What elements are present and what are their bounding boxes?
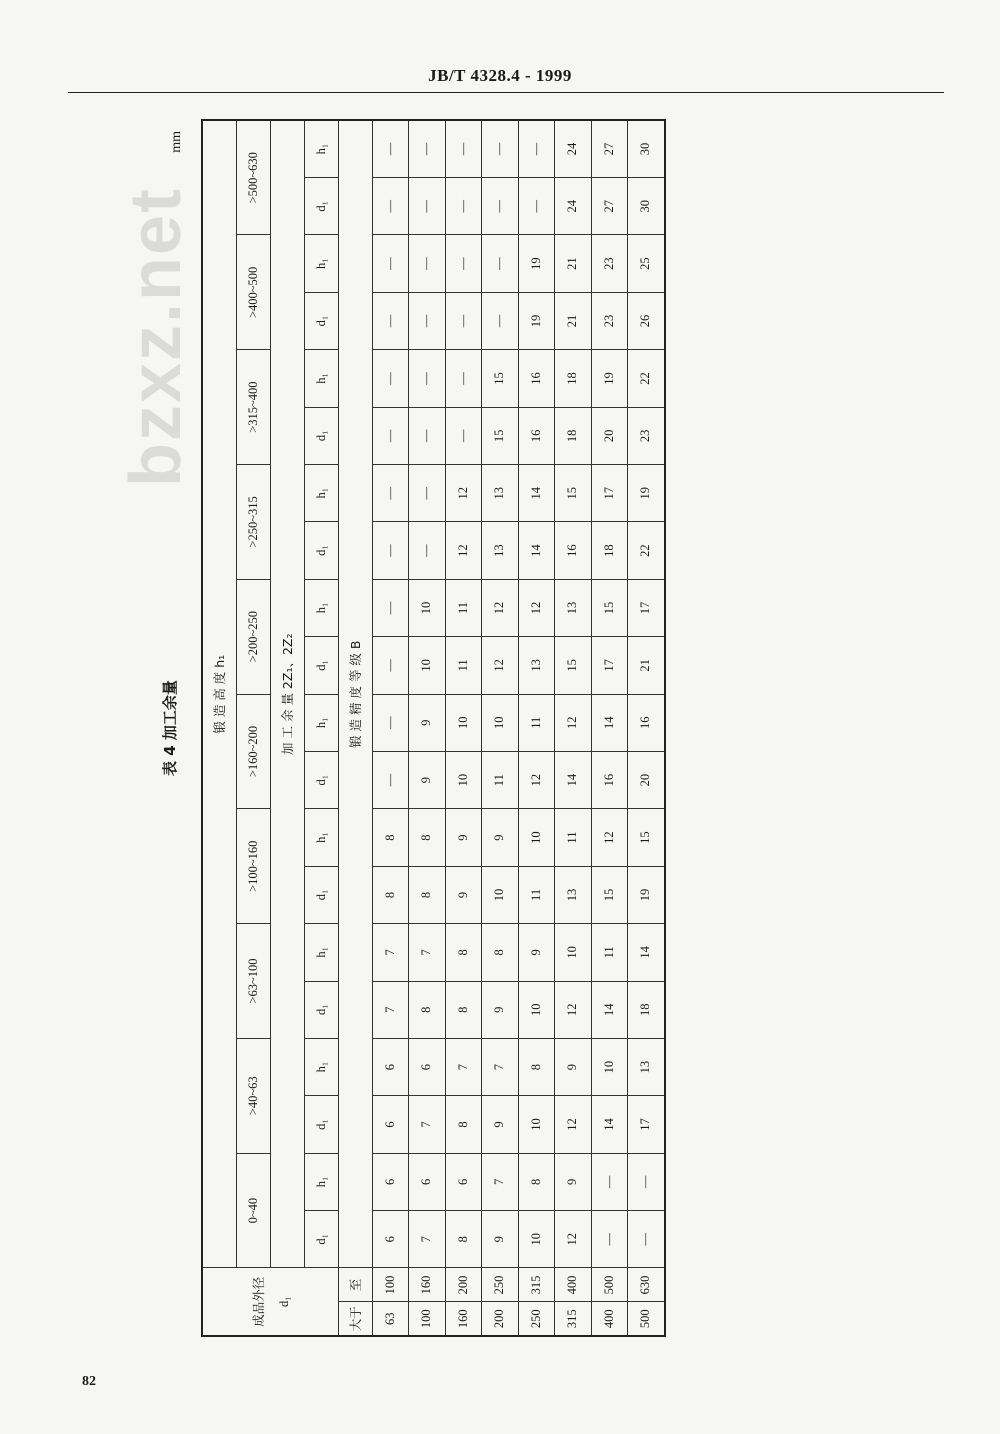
- value-cell: 16: [518, 350, 555, 407]
- row-to-cell: 160: [409, 1268, 446, 1302]
- value-cell: 6: [372, 1038, 409, 1095]
- allowance-header: 加 工 余 量 2Z₁、2Z₂: [270, 120, 304, 1268]
- value-cell: —: [409, 120, 446, 178]
- value-cell: —: [372, 178, 409, 235]
- row-to-cell: 250: [482, 1268, 519, 1302]
- value-cell: 17: [628, 1096, 665, 1153]
- row-to-cell: 200: [445, 1268, 482, 1302]
- value-cell: 14: [628, 924, 665, 981]
- col-d-label: d₁: [304, 292, 338, 349]
- value-cell: 23: [628, 407, 665, 464]
- value-cell: 10: [409, 579, 446, 636]
- value-cell: 7: [445, 1038, 482, 1095]
- table-body: [372, 120, 665, 1336]
- header-rule: [68, 92, 944, 93]
- value-cell: 15: [482, 407, 519, 464]
- from-label: 大于: [338, 1302, 372, 1336]
- value-cell: 16: [628, 694, 665, 751]
- value-cell: 9: [409, 751, 446, 808]
- value-cell: 10: [518, 809, 555, 866]
- value-cell: —: [482, 178, 519, 235]
- col-d-label: d₁: [304, 522, 338, 579]
- value-cell: 7: [409, 924, 446, 981]
- row-header-symbol: d₁: [276, 1296, 291, 1308]
- value-cell: 19: [628, 866, 665, 923]
- height-range-header: >200~250: [236, 579, 270, 694]
- value-cell: 8: [372, 809, 409, 866]
- value-cell: 6: [445, 1153, 482, 1210]
- col-h-label: h₁: [304, 120, 338, 178]
- table-row: [445, 120, 482, 1336]
- value-cell: —: [518, 120, 555, 178]
- value-cell: 21: [555, 292, 592, 349]
- col-h-label: h₁: [304, 1153, 338, 1210]
- value-cell: 9: [482, 809, 519, 866]
- value-cell: 7: [372, 981, 409, 1038]
- col-h-label: h₁: [304, 809, 338, 866]
- value-cell: 8: [409, 866, 446, 923]
- value-cell: 15: [555, 465, 592, 522]
- row-from-cell: 100: [409, 1302, 446, 1336]
- value-cell: 27: [591, 120, 628, 178]
- value-cell: —: [372, 751, 409, 808]
- value-cell: 12: [518, 751, 555, 808]
- col-h-label: h₁: [304, 694, 338, 751]
- value-cell: 20: [628, 751, 665, 808]
- row-to-cell: 630: [628, 1268, 665, 1302]
- value-cell: —: [372, 465, 409, 522]
- value-cell: 11: [518, 694, 555, 751]
- row-header-label: 成品外径: [250, 1276, 266, 1327]
- value-cell: 10: [518, 981, 555, 1038]
- value-cell: 9: [445, 809, 482, 866]
- table-row: [482, 120, 519, 1336]
- value-cell: —: [409, 178, 446, 235]
- value-cell: 12: [555, 1211, 592, 1268]
- value-cell: —: [372, 235, 409, 292]
- height-range-header: >250~315: [236, 465, 270, 580]
- col-d-label: d₁: [304, 751, 338, 808]
- table-row: [555, 120, 592, 1336]
- value-cell: 14: [518, 465, 555, 522]
- value-cell: 8: [518, 1038, 555, 1095]
- value-cell: 13: [482, 522, 519, 579]
- height-range-header: 0~40: [236, 1153, 270, 1268]
- value-cell: 22: [628, 350, 665, 407]
- value-cell: 15: [628, 809, 665, 866]
- unit-label: mm: [169, 131, 184, 153]
- value-cell: —: [409, 235, 446, 292]
- col-h-label: h₁: [304, 465, 338, 522]
- value-cell: —: [482, 120, 519, 178]
- value-cell: 12: [445, 522, 482, 579]
- row-from-cell: 315: [555, 1302, 592, 1336]
- value-cell: —: [445, 292, 482, 349]
- value-cell: 13: [555, 866, 592, 923]
- value-cell: —: [445, 120, 482, 178]
- dh-label-row: [304, 120, 338, 1336]
- value-cell: 11: [445, 637, 482, 694]
- value-cell: 8: [445, 1096, 482, 1153]
- height-range-header: >160~200: [236, 694, 270, 809]
- col-d-label: d₁: [304, 178, 338, 235]
- value-cell: —: [372, 120, 409, 178]
- height-range-header: >100~160: [236, 809, 270, 924]
- value-cell: 12: [518, 579, 555, 636]
- value-cell: 14: [591, 981, 628, 1038]
- col-d-label: d₁: [304, 1096, 338, 1153]
- value-cell: —: [628, 1153, 665, 1210]
- value-cell: 6: [372, 1211, 409, 1268]
- page-number: 82: [82, 1374, 96, 1389]
- value-cell: 8: [445, 1211, 482, 1268]
- value-cell: 11: [518, 866, 555, 923]
- value-cell: 10: [445, 694, 482, 751]
- row-to-cell: 315: [518, 1268, 555, 1302]
- to-label: 至: [338, 1268, 372, 1302]
- col-h-label: h₁: [304, 579, 338, 636]
- value-cell: 10: [555, 924, 592, 981]
- value-cell: —: [372, 350, 409, 407]
- value-cell: 10: [591, 1038, 628, 1095]
- row-to-cell: 400: [555, 1268, 592, 1302]
- value-cell: —: [409, 522, 446, 579]
- page-header-code: JB/T 4328.4 - 1999: [428, 66, 572, 85]
- value-cell: 9: [482, 981, 519, 1038]
- value-cell: 12: [591, 809, 628, 866]
- row-from-cell: 250: [518, 1302, 555, 1336]
- value-cell: 14: [518, 522, 555, 579]
- value-cell: 19: [518, 235, 555, 292]
- value-cell: —: [445, 235, 482, 292]
- value-cell: 27: [591, 178, 628, 235]
- value-cell: 21: [628, 637, 665, 694]
- watermark: bzxz.net: [116, 187, 196, 488]
- height-range-header: >63~100: [236, 924, 270, 1039]
- value-cell: 23: [591, 292, 628, 349]
- value-cell: 18: [591, 522, 628, 579]
- row-from-cell: 400: [591, 1302, 628, 1336]
- table-row: [372, 120, 409, 1336]
- col-d-label: d₁: [304, 866, 338, 923]
- value-cell: 14: [591, 694, 628, 751]
- value-cell: —: [372, 579, 409, 636]
- col-d-label: d₁: [304, 981, 338, 1038]
- height-range-header: >40~63: [236, 1038, 270, 1153]
- value-cell: —: [372, 637, 409, 694]
- value-cell: 6: [409, 1038, 446, 1095]
- value-cell: —: [445, 178, 482, 235]
- value-cell: 18: [555, 407, 592, 464]
- table-row: [518, 120, 555, 1336]
- value-cell: 16: [591, 751, 628, 808]
- value-cell: 15: [591, 866, 628, 923]
- row-from-cell: 500: [628, 1302, 665, 1336]
- value-cell: —: [372, 407, 409, 464]
- value-cell: —: [372, 694, 409, 751]
- col-d-label: d₁: [304, 407, 338, 464]
- value-cell: 12: [445, 465, 482, 522]
- value-cell: 10: [482, 866, 519, 923]
- value-cell: 6: [372, 1153, 409, 1210]
- value-cell: 30: [628, 120, 665, 178]
- value-cell: —: [482, 292, 519, 349]
- value-cell: —: [518, 178, 555, 235]
- table-title: 表 4 加工余量: [161, 680, 179, 776]
- value-cell: 17: [591, 637, 628, 694]
- grade-row: [338, 120, 372, 1336]
- value-cell: 12: [482, 637, 519, 694]
- value-cell: —: [591, 1153, 628, 1210]
- col-d-label: d₁: [304, 637, 338, 694]
- value-cell: 22: [628, 522, 665, 579]
- value-cell: 13: [518, 637, 555, 694]
- rotated-table-block: [116, 119, 657, 1337]
- value-cell: 9: [555, 1153, 592, 1210]
- value-cell: 9: [518, 924, 555, 981]
- value-cell: 14: [591, 1096, 628, 1153]
- value-cell: 16: [555, 522, 592, 579]
- value-cell: —: [409, 350, 446, 407]
- row-from-cell: 200: [482, 1302, 519, 1336]
- value-cell: 10: [409, 637, 446, 694]
- value-cell: —: [628, 1211, 665, 1268]
- value-cell: —: [591, 1211, 628, 1268]
- table-row: [591, 120, 628, 1336]
- value-cell: 7: [372, 924, 409, 981]
- value-cell: 12: [482, 579, 519, 636]
- value-cell: 12: [555, 694, 592, 751]
- value-cell: 13: [555, 579, 592, 636]
- row-header-cell: [202, 1268, 338, 1336]
- value-cell: 18: [555, 350, 592, 407]
- value-cell: 7: [409, 1211, 446, 1268]
- value-cell: 21: [555, 235, 592, 292]
- value-cell: —: [409, 465, 446, 522]
- table-row: [409, 120, 446, 1336]
- value-cell: —: [445, 350, 482, 407]
- value-cell: 7: [482, 1153, 519, 1210]
- value-cell: 10: [445, 751, 482, 808]
- row-to-cell: 500: [591, 1268, 628, 1302]
- value-cell: —: [409, 407, 446, 464]
- value-cell: 8: [482, 924, 519, 981]
- value-cell: 13: [482, 465, 519, 522]
- value-cell: 8: [445, 981, 482, 1038]
- value-cell: 19: [591, 350, 628, 407]
- allowance-row: [270, 120, 304, 1336]
- value-cell: 17: [628, 579, 665, 636]
- grade-header: 锻 造 精 度 等 级 B: [338, 120, 372, 1268]
- value-cell: 11: [445, 579, 482, 636]
- value-cell: 23: [591, 235, 628, 292]
- value-cell: 26: [628, 292, 665, 349]
- value-cell: 8: [518, 1153, 555, 1210]
- value-cell: 30: [628, 178, 665, 235]
- row-from-cell: 160: [445, 1302, 482, 1336]
- value-cell: 24: [555, 178, 592, 235]
- value-cell: 19: [518, 292, 555, 349]
- col-h-label: h₁: [304, 350, 338, 407]
- allowance-table: [201, 119, 666, 1337]
- value-cell: 18: [628, 981, 665, 1038]
- value-cell: 8: [372, 866, 409, 923]
- value-cell: 10: [518, 1211, 555, 1268]
- row-to-cell: 100: [372, 1268, 409, 1302]
- height-range-header: >500~630: [236, 120, 270, 235]
- value-cell: —: [372, 522, 409, 579]
- value-cell: 6: [409, 1153, 446, 1210]
- value-cell: —: [409, 292, 446, 349]
- row-from-cell: 63: [372, 1302, 409, 1336]
- value-cell: 6: [372, 1096, 409, 1153]
- value-cell: 24: [555, 120, 592, 178]
- value-cell: 8: [409, 981, 446, 1038]
- value-cell: 15: [482, 350, 519, 407]
- value-cell: 7: [409, 1096, 446, 1153]
- value-cell: 14: [555, 751, 592, 808]
- value-cell: 9: [482, 1211, 519, 1268]
- value-cell: 11: [555, 809, 592, 866]
- value-cell: 10: [482, 694, 519, 751]
- value-cell: 15: [555, 637, 592, 694]
- value-cell: 25: [628, 235, 665, 292]
- value-cell: —: [445, 407, 482, 464]
- table-row: [628, 120, 665, 1336]
- value-cell: 17: [591, 465, 628, 522]
- value-cell: 15: [591, 579, 628, 636]
- height-range-row: [236, 120, 270, 1336]
- value-cell: 12: [555, 1096, 592, 1153]
- col-h-label: h₁: [304, 924, 338, 981]
- value-cell: 13: [628, 1038, 665, 1095]
- forging-height-header: 锻 造 高 度 h₁: [202, 120, 236, 1268]
- value-cell: 9: [445, 866, 482, 923]
- col-h-label: h₁: [304, 1038, 338, 1095]
- value-cell: 11: [482, 751, 519, 808]
- height-range-header: >400~500: [236, 235, 270, 350]
- value-cell: 9: [482, 1096, 519, 1153]
- value-cell: 10: [518, 1096, 555, 1153]
- col-h-label: h₁: [304, 235, 338, 292]
- value-cell: —: [372, 292, 409, 349]
- value-cell: 9: [409, 694, 446, 751]
- value-cell: 19: [628, 465, 665, 522]
- height-range-header: >315~400: [236, 350, 270, 465]
- value-cell: —: [482, 235, 519, 292]
- value-cell: 20: [591, 407, 628, 464]
- value-cell: 9: [555, 1038, 592, 1095]
- col-d-label: d₁: [304, 1211, 338, 1268]
- value-cell: 11: [591, 924, 628, 981]
- value-cell: 16: [518, 407, 555, 464]
- value-cell: 7: [482, 1038, 519, 1095]
- value-cell: 8: [445, 924, 482, 981]
- value-cell: 8: [409, 809, 446, 866]
- value-cell: 12: [555, 981, 592, 1038]
